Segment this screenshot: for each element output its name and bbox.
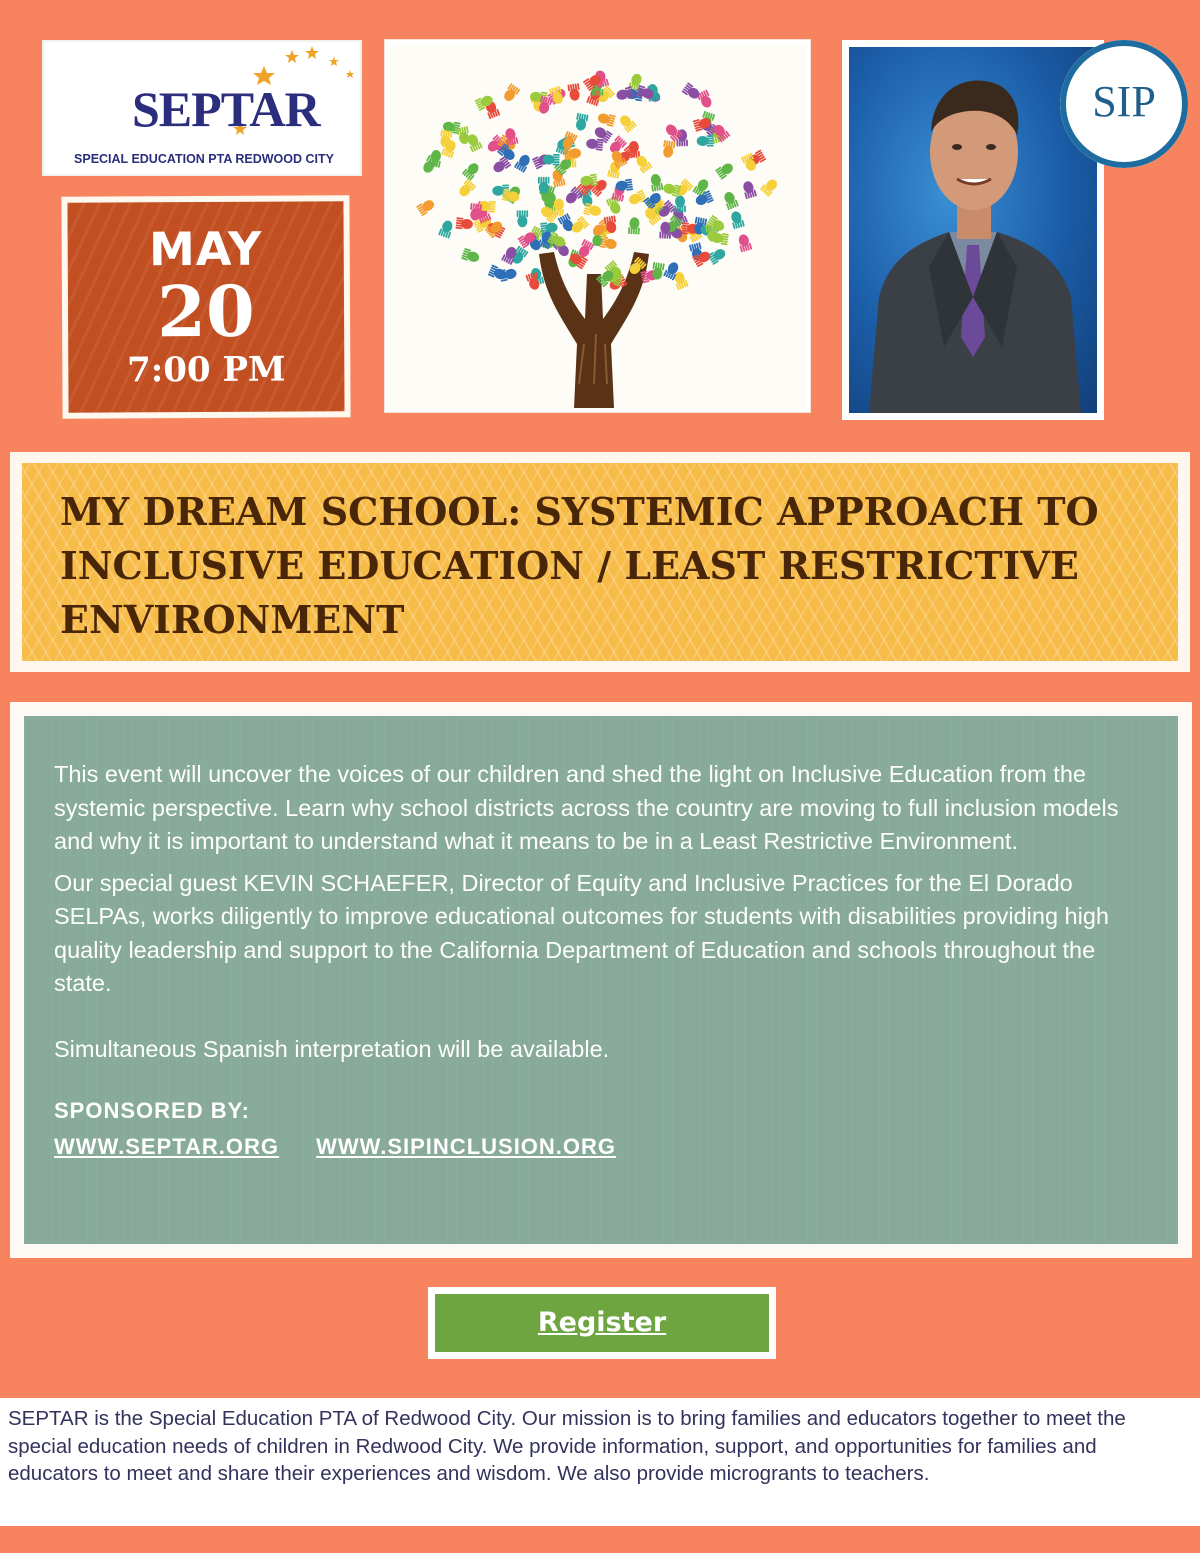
septar-logo (42, 40, 362, 176)
sip-website-link[interactable]: WWW.SIPINCLUSION.ORG (316, 1133, 617, 1159)
footer-bottom-bar (0, 1526, 1200, 1553)
description-panel (10, 702, 1192, 1258)
event-description: This event will uncover the voices of our children and shed the light on Inclusive Education from the systemic perspective. Learn why school districts across the country are moving to full inclusion models and why it is important to understand what it means to be in a Least Restrictive Environment. (54, 761, 1119, 854)
septar-wordmark: SEPTAR (132, 81, 320, 137)
handprint-tree-icon (389, 44, 806, 408)
event-date-block (61, 195, 350, 419)
interpretation-note: Simultaneous Spanish interpretation will be available. (54, 1035, 610, 1062)
handprint-tree-image (385, 40, 810, 412)
septar-subtitle: SPECIAL EDUCATION PTA REDWOOD CITY (74, 152, 334, 166)
footer-mission-text: SEPTAR is the Special Education PTA of Redwood City. Our mission is to bring families and educators together to meet the special education needs of children in Redwood City. We provide information, support, and opportunities for families and educators to meet and share their experiences and wisdom. We also provide microgrants to teachers. (0, 1398, 1200, 1526)
sip-logo-text: SIP (1092, 77, 1156, 126)
sponsored-by-label: SPONSORED BY: (54, 1098, 250, 1123)
event-month: MAY (148, 221, 263, 277)
sip-logo (1060, 40, 1188, 168)
event-day: 20 (157, 269, 255, 354)
sponsor-links (54, 1130, 1148, 1164)
speaker-bio: Our special guest KEVIN SCHAEFER, Director of Equity and Inclusive Practices for the El Dorado SELPAs, works diligently to improve educational outcomes for students with disabilities providing high quality leadership and support to the California Department of Education and schools throughout the state. (54, 869, 1109, 996)
register-button-frame (428, 1287, 776, 1359)
event-title: MY DREAM SCHOOL: SYSTEMIC APPROACH TO INCLUSIVE EDUCATION / LEAST RESTRICTIVE ENVIRONMENT (60, 489, 1099, 642)
title-banner (10, 452, 1190, 672)
event-time: 7:00 PM (126, 349, 286, 391)
register-button[interactable]: Register (435, 1294, 769, 1352)
septar-website-link[interactable]: WWW.SEPTAR.ORG (54, 1133, 280, 1159)
